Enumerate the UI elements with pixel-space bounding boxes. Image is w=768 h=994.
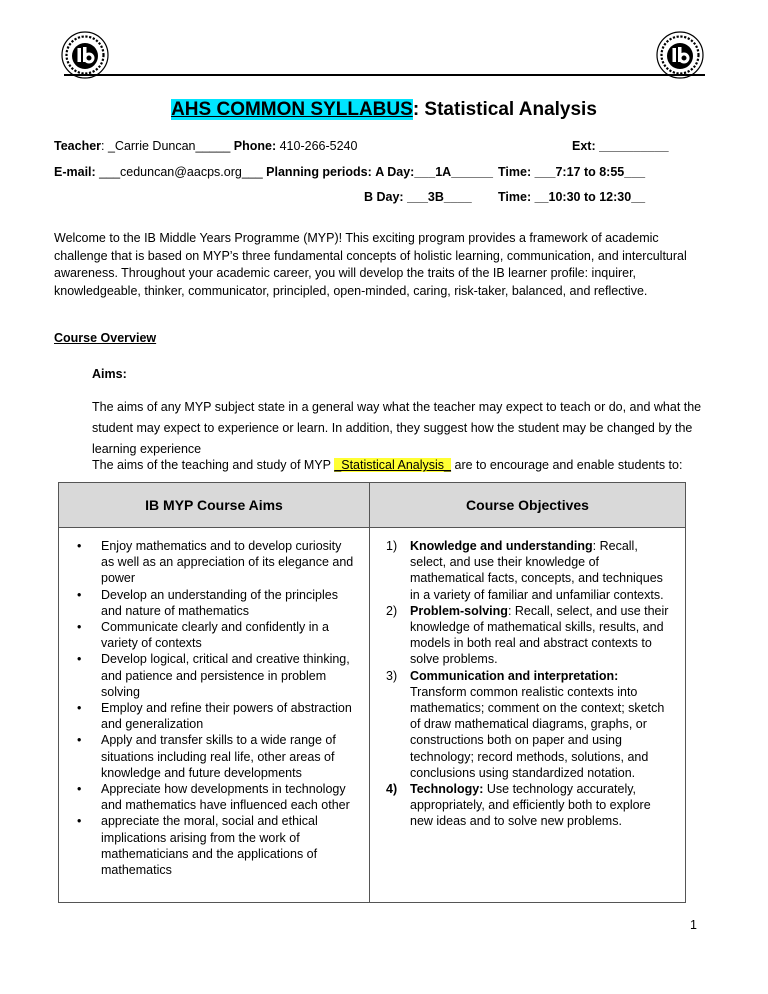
objective-text: Use technology accurately, appropriately, and efficiently both to explore new ideas and to solve new problems. bbox=[410, 782, 651, 829]
ib-logo-icon bbox=[60, 30, 110, 80]
aday-time: ___7:17 to 8:55___ bbox=[534, 165, 646, 179]
objectives-list bbox=[382, 538, 673, 830]
ib-logo-icon bbox=[655, 30, 705, 80]
list-item bbox=[71, 538, 357, 587]
aim-text: Communicate clearly and confidently in a variety of contexts bbox=[101, 620, 329, 651]
objective-text: : Recall, select, and use their knowledge of mathematical skills, results, and models in both real and abstract contexts to solve problems. bbox=[410, 603, 669, 667]
list-item bbox=[382, 781, 673, 830]
objective-title: Technology: bbox=[410, 782, 484, 797]
list-item bbox=[382, 538, 673, 603]
bday-label: B Day: bbox=[364, 190, 404, 204]
phone-number: 410-266-5240 bbox=[279, 139, 358, 153]
email-label: E-mail: bbox=[54, 165, 96, 179]
aim-text: Employ and refine their powers of abstraction and generalization bbox=[101, 701, 352, 732]
bullet-icon: • bbox=[77, 814, 82, 829]
list-item bbox=[71, 813, 357, 878]
list-item bbox=[71, 619, 357, 651]
bullet-icon: • bbox=[77, 733, 82, 748]
aim-text: appreciate the moral, social and ethical implications arising from the work of mathematicians and the applications of mathematics bbox=[101, 814, 318, 878]
ext-label: Ext: bbox=[572, 139, 596, 153]
ext-value: __________ bbox=[599, 139, 669, 153]
bday-line bbox=[364, 190, 472, 204]
teacher-name: _Carrie Duncan_____ bbox=[107, 139, 231, 153]
phone-label: Phone: bbox=[233, 139, 277, 153]
header-divider bbox=[64, 74, 705, 76]
bday-time: __10:30 to 12:30__ bbox=[534, 190, 646, 204]
page-number: 1 bbox=[690, 918, 697, 932]
objective-text: Transform common realistic contexts into mathematics; comment on the context; sketch of draw mathematical diagrams, graphs, or constructions both on paper and using technology; record methods, solutions, and conclusions using standardized notation. bbox=[410, 684, 665, 780]
aim-text: Develop logical, critical and creative thinking, and patience and persistence in problem solving bbox=[101, 652, 350, 699]
list-item bbox=[71, 732, 357, 781]
list-item bbox=[382, 603, 673, 668]
objective-title: Communication and interpretation: bbox=[410, 668, 619, 683]
objectives-cell bbox=[370, 528, 686, 903]
bullet-icon: • bbox=[77, 620, 82, 635]
bullet-icon: • bbox=[77, 701, 82, 716]
aday-time-line bbox=[498, 165, 645, 179]
course-name-highlight: _Statistical Analysis_ bbox=[334, 458, 452, 472]
bday-value: ___3B____ bbox=[407, 190, 472, 204]
aims-cell bbox=[59, 528, 370, 903]
planning-label: Planning periods: bbox=[266, 165, 372, 179]
title-highlight: AHS COMMON SYLLABUS bbox=[171, 99, 413, 120]
email-value[interactable]: ___ceduncan@aacps.org___ bbox=[99, 165, 263, 179]
title-rest: : Statistical Analysis bbox=[412, 99, 597, 120]
page-title bbox=[0, 99, 768, 121]
teacher-line: Teacher: _Carrie Duncan_____ Phone: 410-266-5240 bbox=[54, 139, 358, 153]
aday-value: ___1A______ bbox=[414, 165, 493, 179]
ext-line bbox=[572, 139, 669, 153]
col-header-aims: IB MYP Course Aims bbox=[59, 483, 370, 528]
aim-text: Develop an understanding of the principles and nature of mathematics bbox=[101, 587, 338, 618]
aday-label: A Day: bbox=[375, 165, 415, 179]
aim-text: Appreciate how developments in technology and mathematics have influenced each other bbox=[101, 782, 350, 813]
aims-objectives-table bbox=[58, 482, 686, 903]
objective-number: 4) bbox=[386, 782, 398, 797]
bullet-icon: • bbox=[77, 782, 82, 797]
list-item bbox=[71, 587, 357, 619]
aims-intro-before: The aims of the teaching and study of MYP bbox=[92, 458, 335, 472]
aims-intro-after: are to encourage and enable students to: bbox=[451, 458, 683, 472]
time-label: Time: bbox=[498, 190, 532, 204]
objective-number: 1) bbox=[386, 539, 398, 553]
course-overview-heading: Course Overview bbox=[54, 331, 157, 345]
bday-time-line bbox=[498, 190, 645, 204]
objective-number: 2) bbox=[386, 603, 398, 618]
aims-paragraph: The aims of any MYP subject state in a general way what the teacher may expect to teach or do, and what the student may expect to experience or learn. In addition, they suggest how the student may be changed by the learning experience bbox=[92, 400, 702, 456]
list-item bbox=[382, 668, 673, 781]
col-header-objectives: Course Objectives bbox=[370, 483, 686, 528]
aim-text: Apply and transfer skills to a wide range of situations including real life, other areas of knowledge and future developments bbox=[101, 733, 336, 780]
time-label: Time: bbox=[498, 165, 532, 179]
teacher-label: Teacher bbox=[54, 139, 102, 153]
objective-number: 3) bbox=[386, 668, 398, 683]
list-item bbox=[71, 700, 357, 732]
bullet-icon: • bbox=[77, 652, 82, 667]
list-item bbox=[71, 781, 357, 813]
welcome-paragraph: Welcome to the IB Middle Years Programme (MYP)! This exciting program provides a framework of academic challenge that is based on MYP’s three fundamental concepts of holistic learning, communication, and intercultural awareness. Throughout your academic career, you will develop the traits of the IB learner profile: inquirer, knowledgeable, thinker, communicator, principled, open-minded, caring, risk-taker, balanced, and reflective. bbox=[54, 231, 687, 298]
objective-text: : Recall, select, and use their knowledge of mathematical facts, concepts, and techniques in a variety of familiar and unfamiliar contexts. bbox=[410, 539, 664, 602]
email-line bbox=[54, 165, 493, 179]
list-item bbox=[71, 651, 357, 700]
objective-title: Problem-solving bbox=[410, 603, 508, 618]
aims-intro bbox=[92, 458, 682, 472]
objective-title: Knowledge and understanding bbox=[410, 539, 593, 553]
bullet-icon: • bbox=[77, 587, 82, 602]
aim-text: Enjoy mathematics and to develop curiosity as well as an appreciation of its elegance and power bbox=[101, 539, 354, 586]
aims-label: Aims: bbox=[92, 367, 127, 381]
bullet-icon: • bbox=[77, 539, 82, 553]
aims-list bbox=[71, 538, 357, 878]
